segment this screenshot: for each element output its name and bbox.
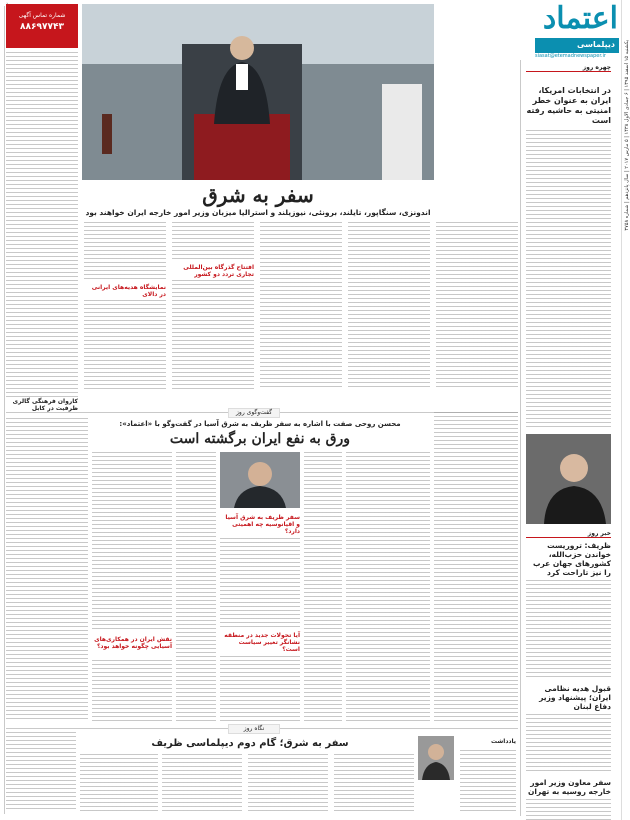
interview-question-1: سفر ظریف به شرق آسیا و اقیانوسیه چه اهمیتی دارد؟	[225, 514, 300, 535]
interview-question-2: آیا تحولات جدید در منطقه نشانگر تغییر سیاست است؟	[224, 632, 300, 653]
lead-subhead-1: افتتاح گذرگاه بین‌المللی تجاری تردد دو کشور	[183, 264, 254, 278]
sidebar-label-news: خبر روز	[526, 530, 611, 538]
interview-col-right	[434, 412, 518, 722]
masthead-logo: اعتماد	[542, 1, 618, 36]
sidebar-story3-body	[526, 714, 611, 774]
interview-photo	[220, 452, 300, 508]
sidebar-story1-body	[526, 130, 611, 430]
sidebar-story4-body	[526, 799, 611, 820]
lead-subhead-3: کاروان فرهنگی گالری ظرفیت در کابل	[12, 398, 78, 412]
lead-col-1	[436, 222, 518, 390]
section-title: دیپلماسی	[577, 40, 615, 49]
section-email: siasat@etemadnewspaper.ir	[535, 53, 606, 59]
sidebar-story4-headline: سفر معاون وزیر امور خارجه روسیه به تهران	[527, 778, 611, 796]
opinion-col-3	[248, 754, 328, 812]
opinion-col-5	[80, 754, 158, 812]
lead-col-5a	[84, 222, 166, 282]
opinion-author-figure	[418, 736, 454, 780]
interviewee-figure	[220, 452, 300, 508]
lead-photo-scene	[82, 4, 434, 180]
section-banner	[535, 38, 619, 53]
sidebar-lower	[526, 530, 611, 820]
interview-headline: ورق به نفع ایران برگشته است	[169, 431, 351, 447]
lead-col-2	[348, 222, 430, 390]
left-column-text	[6, 52, 78, 397]
interview-col-6b	[92, 660, 172, 722]
lead-col-4a	[172, 222, 254, 262]
interview-col-2	[346, 452, 430, 722]
lead-body	[82, 222, 518, 392]
sidebar-portrait-photo	[526, 434, 611, 524]
sidebar-story1-headline: در انتخابات امریکا، ایران به عنوان خطر امنیتی به حاشیه رفته است	[526, 86, 611, 125]
interview-question-3: نقش ایران در همکاری‌های آسیایی چگونه خواهد بود؟	[94, 636, 172, 650]
interview-col-left	[6, 418, 88, 722]
ad-text: شماره تماس آگهی	[18, 12, 66, 19]
sidebar-story2-body	[526, 580, 611, 680]
interview-col-4a	[220, 538, 300, 628]
lead-photo	[82, 4, 434, 180]
opinion-col-4	[162, 754, 242, 812]
opinion-author: یادداشت	[491, 738, 516, 745]
sidebar-label-face: چهره روز	[526, 64, 611, 72]
dateline-strip	[621, 0, 630, 820]
ad-box	[6, 4, 78, 48]
interview-kicker: محسن روحی صفت با اشاره به سفر ظریف به شرق آسیا در گفت‌وگو با «اعتماد»:	[119, 420, 401, 428]
lead-col-4b	[172, 280, 254, 390]
portrait-figure	[526, 434, 611, 524]
ad-number: ۸۸۶۹۷۷۴۳	[20, 22, 64, 32]
page-edge-rule	[4, 6, 5, 814]
sidebar-story2-headline: ظریف: تروریست خواندن حزب‌الله، کشورهای جهان عرب را نیز تاراحت کرد	[532, 541, 611, 577]
opinion-headline: سفر به شرق؛ گام دوم دیپلماسی ظریف	[151, 738, 349, 749]
dateline: یکشنبه ۱۵ اسفند ۱۳۹۵ | ۶ جمادی الاول ۱۴۳۸ | ۵ مارس ۲۰۱۷ | سال پانزدهم | شماره ۳۷۵۸	[624, 40, 630, 231]
interview-center	[176, 452, 342, 722]
sidebar-divider	[520, 60, 521, 816]
lead-col-3	[260, 222, 342, 390]
sidebar	[526, 64, 611, 530]
opinion-col-2	[334, 754, 414, 812]
interview-col-6a	[92, 452, 172, 632]
lead-subhead-2: نمایشگاه هدیه‌های ایرانی در دالای	[91, 284, 166, 298]
opinion-author-photo	[418, 736, 454, 780]
lead-headline: سفر به شرق	[202, 183, 314, 207]
interview-col-3	[176, 452, 216, 722]
opinion-label: نگاه روز	[228, 724, 280, 734]
interview-col-5	[304, 452, 342, 722]
interview-label: گفت‌وگوی روز	[228, 408, 280, 418]
sidebar-story3-headline: قبول هدیه نظامی ایران؛ پیشنهاد وزیر دفاع لبنان	[539, 684, 611, 711]
lead-col-5b	[84, 300, 166, 390]
opinion-col-1	[460, 750, 516, 812]
opinion-col-6	[6, 732, 76, 812]
lead-subheadline: اندونزی، سنگاپور، تایلند، برونئی، نیوزیلند و استرالیا میزبان وزیر امور خارجه ایران خواهند بود	[85, 208, 431, 217]
interview-col-4b	[220, 656, 300, 722]
